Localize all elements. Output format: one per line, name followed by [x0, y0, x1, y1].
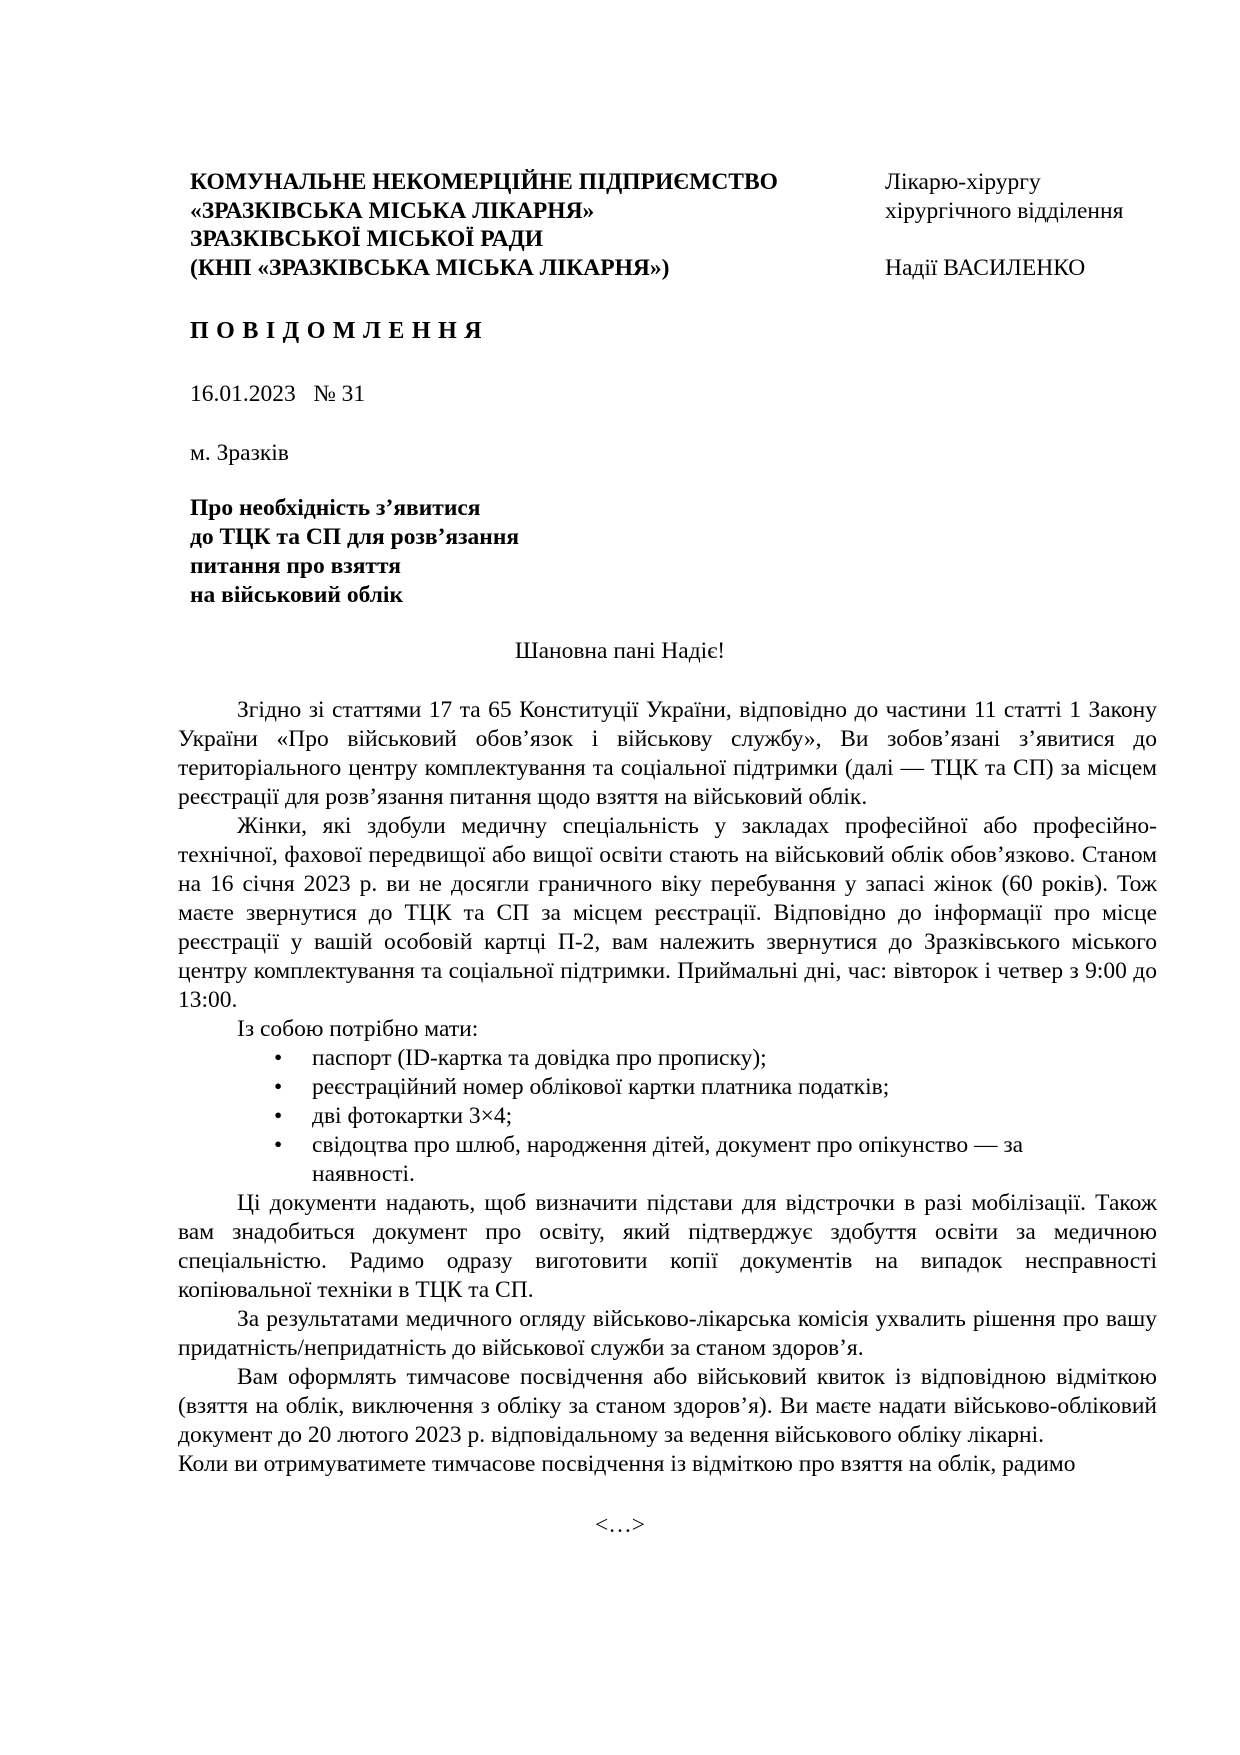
organization-name: [190, 168, 890, 282]
body-paragraph: Вам оформлять тимчасове посвідчення або військовий квиток із відповідною відміткою (взяття на облік, виключення з обліку за станом здоров’я). Ви маєте надати військово-обліковий документ до 20 лютого 2023 р. відповідальному за ведення військового обліку лікарні.: [178, 1364, 1157, 1448]
document-city: м. Зразків: [190, 440, 289, 466]
bullet-icon: •: [274, 1103, 283, 1129]
addressee-line: Надії ВАСИЛЕНКО: [885, 254, 1086, 281]
subject-line: Про необхідність з’явитися: [190, 495, 481, 521]
addressee-line: [885, 225, 1225, 254]
document-body: [178, 696, 1157, 1479]
organization-line: (КНП «ЗРАЗКІВСЬКА МІСЬКА ЛІКАРНЯ»): [190, 254, 670, 281]
subject-line: на військовий облік: [190, 582, 403, 608]
addressee: [885, 168, 1225, 282]
list-item: [178, 1044, 1128, 1073]
body-paragraph: Жінки, які здобули медичну спеціальність у закладах професійної або професійно-технічної, фахової передвищої або вищої освіти стають на військовий облік обов’язково. Станом на 16 січня 2023 р. ви не досягли граничного віку перебування у запасі жінок (60 років). Тож маєте звернутися до ТЦК та СП за місцем реєстрації. Відповідно до інформації про місце реєстрації у вашій особовій картці П-2, вам належить звернутися до Зразківського міського центру комплектування та соціальної підтримки. Приймальні дні, час: вівторок і четвер з 9:00 до 13:00.: [178, 813, 1157, 1013]
bullet-icon: •: [274, 1074, 283, 1100]
document-subject: [190, 494, 519, 610]
document-date-number: 16.01.2023 № 31: [190, 381, 366, 407]
document-title: ПОВІДОМЛЕННЯ: [190, 318, 490, 344]
body-paragraph: Із собою потрібно мати:: [237, 1016, 479, 1042]
body-paragraph: Згідно зі статтями 17 та 65 Конституції України, відповідно до частини 11 статті 1 Закону України «Про військовий обов’язок і військову службу», Ви зобов’язані з’явитися до територіального центру комплектування та соціальної підтримки (далі — ТЦК та СП) за місцем реєстрації для розв’язання питання щодо взяття на військовий облік.: [178, 697, 1157, 810]
continuation-ellipsis: <…>: [594, 1512, 645, 1538]
list-item-text: реєстраційний номер облікової картки платника податків;: [312, 1074, 890, 1100]
list-item-text: дві фотокартки 3×4;: [312, 1103, 513, 1129]
list-item: [178, 1102, 1128, 1131]
greeting: Шановна пані Надіє!: [514, 638, 726, 664]
body-paragraph: Ці документи надають, щоб визначити підстави для відстрочки в разі мобілізації. Також вам знадобиться документ про освіту, який підтверджує здобуття освіти за медичною спеціальністю. Радимо одразу виготовити копії документів на випадок несправності копіювальної техніки в ТЦК та СП.: [178, 1190, 1157, 1303]
subject-line: питання про взяття: [190, 553, 401, 579]
organization-line: КОМУНАЛЬНЕ НЕКОМЕРЦІЙНЕ ПІДПРИЄМСТВО: [190, 169, 778, 195]
list-item: [178, 1131, 1128, 1189]
list-item: [178, 1073, 1128, 1102]
list-item-text: свідоцтва про шлюб, народження дітей, документ про опікунство — за наявності.: [312, 1132, 1024, 1187]
bullet-icon: •: [274, 1132, 283, 1158]
bullet-icon: •: [274, 1045, 283, 1071]
required-documents-list: [178, 1044, 1157, 1189]
subject-line: до ТЦК та СП для розв’язання: [190, 524, 520, 550]
list-item-text: паспорт (ID-картка та довідка про прописку);: [312, 1045, 767, 1071]
body-last-line: Коли ви отримуватимете тимчасове посвідчення із відміткою про взяття на облік, радимо: [178, 1451, 1076, 1477]
body-paragraph: За результатами медичного огляду військово-лікарська комісія ухвалить рішення про вашу придатність/непридатність до військової служби за станом здоров’я.: [178, 1306, 1157, 1361]
addressee-line: Лікарю-хірургу: [885, 169, 1041, 195]
organization-line: ЗРАЗКІВСЬКОЇ МІСЬКОЇ РАДИ: [190, 226, 544, 252]
addressee-line: хірургічного відділення: [885, 197, 1124, 224]
organization-line: «ЗРАЗКІВСЬКА МІСЬКА ЛІКАРНЯ»: [190, 197, 595, 224]
